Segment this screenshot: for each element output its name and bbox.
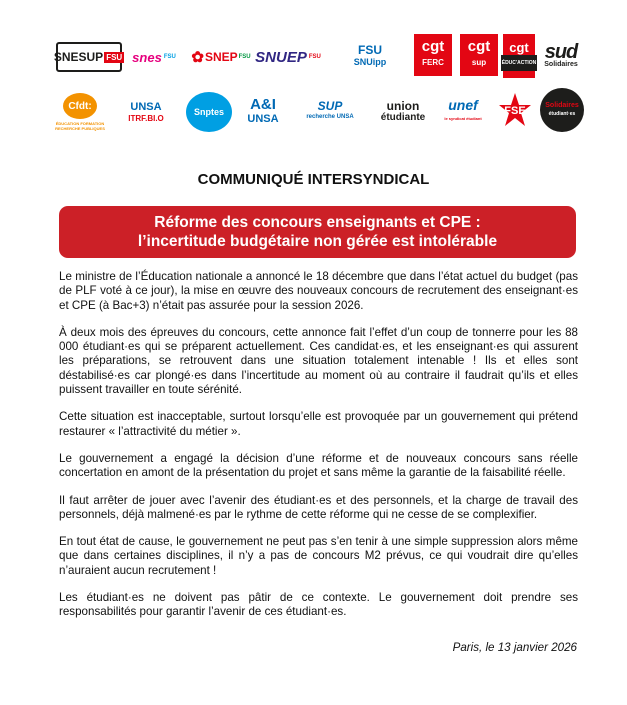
logos-row-1 bbox=[52, 30, 582, 80]
logo-snes-fsu: snes FSU bbox=[132, 49, 176, 65]
logo-cgt-ferc: cgt FERC bbox=[414, 34, 452, 76]
paragraph: Le gouvernement a engagé la décision d’une réforme et de nouveaux concours sans réelle concertation en amont de la présentation du projet et sans même la garantie de la faisabilité réelle. bbox=[59, 451, 578, 480]
headline-banner bbox=[59, 206, 576, 258]
paragraph: À deux mois des épreuves du concours, cette annonce fait l’effet d’un coup de tonnerre pour les 88 000 étudiant·es qui se préparent actuellement. Ces candidat·es, et les enseignant·es qui assurent les préparations, se retrouvent dans une situation totalement intenable ! Ils et elles sont déstabilisé·es car plongé·es dans l’incertitude au moment où au contraire il faudrait qu’ils et elles puissent travailler en toute sérénité. bbox=[59, 325, 578, 397]
paragraph: Le ministre de l’Éducation nationale a annoncé le 18 décembre que dans l’état actuel du budget (pas de PLF voté à ce jour), la mise en œuvre des nouveaux concours de recrutement des enseignant·es et CPE (à Bac+3) n’était pas assurée pour la session 2026. bbox=[59, 270, 578, 312]
logo-solidaires-etudiant: Solidaires étudiant·es bbox=[540, 88, 584, 132]
logo-snptes: Snptes bbox=[186, 92, 232, 132]
headline-line-2: l’incertitude budgétaire non gérée est intolérable bbox=[137, 233, 498, 250]
flower-icon: ✿ bbox=[191, 49, 204, 66]
logo-a-i-unsa: A&I UNSA bbox=[247, 96, 279, 125]
logo-fse: FSE bbox=[498, 92, 532, 130]
logo-unsa-itrf-bio: UNSA ITRF.BI.O bbox=[128, 101, 164, 123]
paragraph: Il faut arrêter de jouer avec l’avenir des étudiant·es et des personnels, et la charge de travail des personnels, déjà malmené·es par le rythme de cette réforme qui ne cesse de se complexifier. bbox=[59, 493, 578, 521]
logo-snep-fsu: ✿ SNEP FSU bbox=[191, 49, 251, 66]
logo-union-etudiante: union étudiante bbox=[380, 99, 426, 123]
paragraph: Cette situation est inacceptable, surtout lorsqu’elle est provoquée par un gouvernement qui prétend restaurer « l’attractivité du métier ». bbox=[59, 410, 578, 438]
logo-snuep-fsu: SNUEP FSU bbox=[255, 48, 321, 66]
logo-cfdt-education: Cfdt: ÉDUCATION FORMATION RECHERCHE PUBLIQUES bbox=[54, 88, 106, 136]
paragraph: Les étudiant·es ne doivent pas pâtir de ce contexte. Le gouvernement doit prendre ses responsabilités pour garantir l’avenir de ces étudiant·es. bbox=[59, 591, 578, 619]
communique-body bbox=[59, 270, 578, 633]
logo-snesup-fsu: SNESUP FSU bbox=[56, 42, 122, 72]
logo-unef: unef le syndicat étudiant bbox=[444, 97, 482, 121]
logo-fsu-snuipp: FSU SNUipp bbox=[353, 43, 387, 67]
union-logos bbox=[52, 30, 582, 138]
page-title: COMMUNIQUÉ INTERSYNDICAL bbox=[197, 171, 430, 188]
logo-sud-education: sud Solidaires bbox=[544, 41, 578, 68]
logo-sup-recherche-unsa: SUP recherche UNSA bbox=[306, 99, 354, 120]
logos-row-2 bbox=[52, 88, 582, 138]
logo-cgt-educ-action: cgt ÉDUC'ACTION bbox=[503, 34, 535, 78]
place-date-signature: Paris, le 13 janvier 2026 bbox=[452, 641, 577, 654]
logo-cgt-ferc-sup: cgt sup bbox=[460, 34, 498, 76]
paragraph: En tout état de cause, le gouvernement ne peut pas s’en tenir à une simple suppression alors même que dans certaines disciplines, il n’y a pas de concours M2 prévus, ce qui voudrait dire qu’elles n’auraient aucun recrutement ! bbox=[59, 535, 578, 577]
headline-line-1: Réforme des concours enseignants et CPE : bbox=[154, 214, 481, 231]
